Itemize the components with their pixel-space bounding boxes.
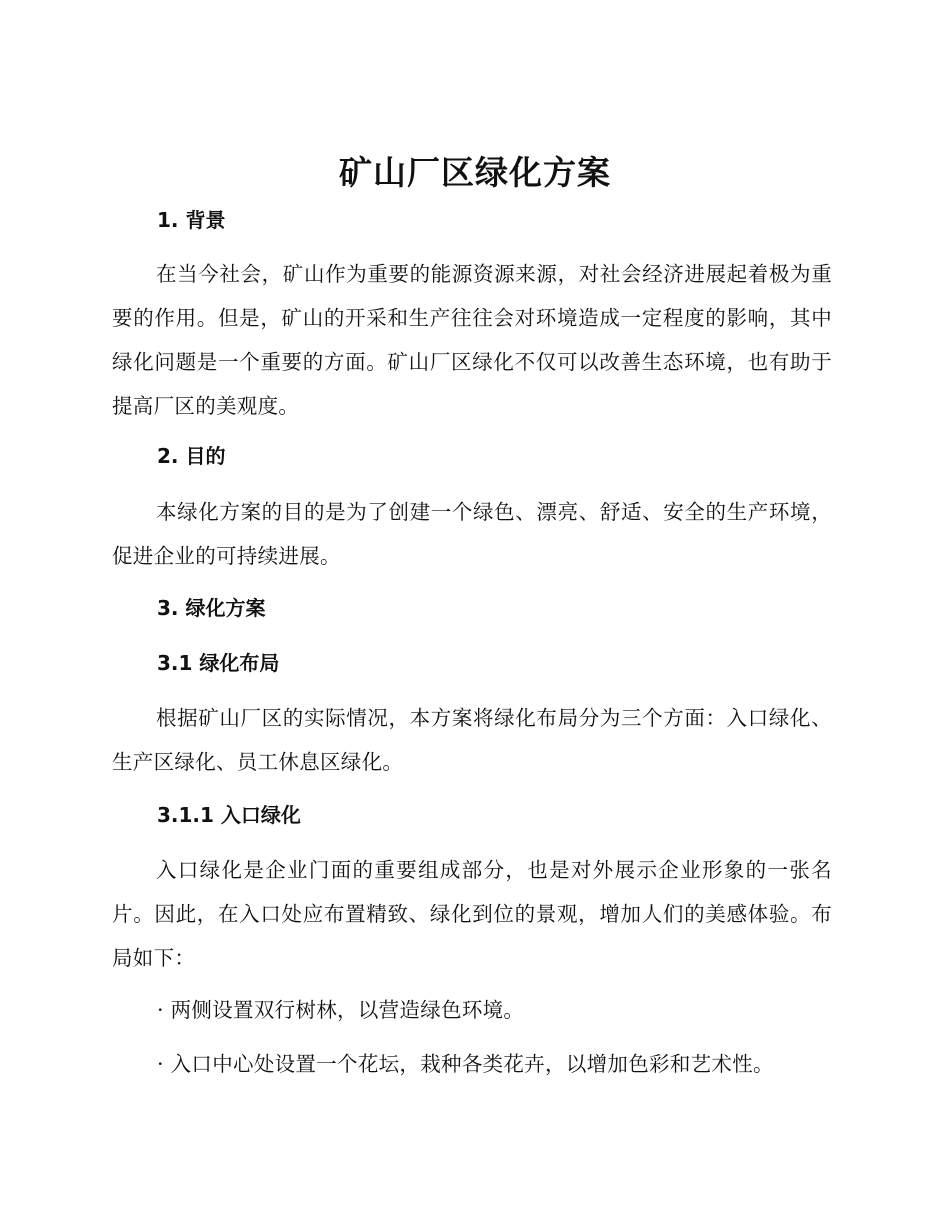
section-paragraph-entrance: 入口绿化是企业门面的重要组成部分，也是对外展示企业形象的一张名片。因此，在入口处应布置精致、绿化到位的景观，增加人们的美感体验。布局如下： xyxy=(112,858,832,970)
section-paragraph-background: 在当今社会，矿山作为重要的能源资源来源，对社会经济进展起着极为重要的作用。但是，矿山的开采和生产往往会对环境造成一定程度的影响，其中绿化问题是一个重要的方面。矿山厂区绿化不仅可以改善生态环境，也有助于提高厂区的美观度。 xyxy=(112,262,832,418)
section-heading-purpose: 2. 目的 xyxy=(157,444,226,468)
document-title: 矿山厂区绿化方案 xyxy=(339,153,611,192)
section-paragraph-purpose: 本绿化方案的目的是为了创建一个绿色、漂亮、舒适、安全的生产环境，促进企业的可持续进展。 xyxy=(112,500,832,568)
section-heading-entrance: 3.1.1 入口绿化 xyxy=(157,803,301,827)
list-item: · 两侧设置双行树林，以营造绿色环境。 xyxy=(157,998,525,1022)
list-item: · 入口中心处设置一个花坛，栽种各类花卉，以增加色彩和艺术性。 xyxy=(157,1052,774,1076)
section-heading-layout: 3.1 绿化布局 xyxy=(157,651,280,675)
section-heading-background: 1. 背景 xyxy=(157,208,226,232)
section-heading-plan: 3. 绿化方案 xyxy=(157,596,266,620)
section-paragraph-layout: 根据矿山厂区的实际情况，本方案将绿化布局分为三个方面：入口绿化、生产区绿化、员工休息区绿化。 xyxy=(112,706,832,774)
